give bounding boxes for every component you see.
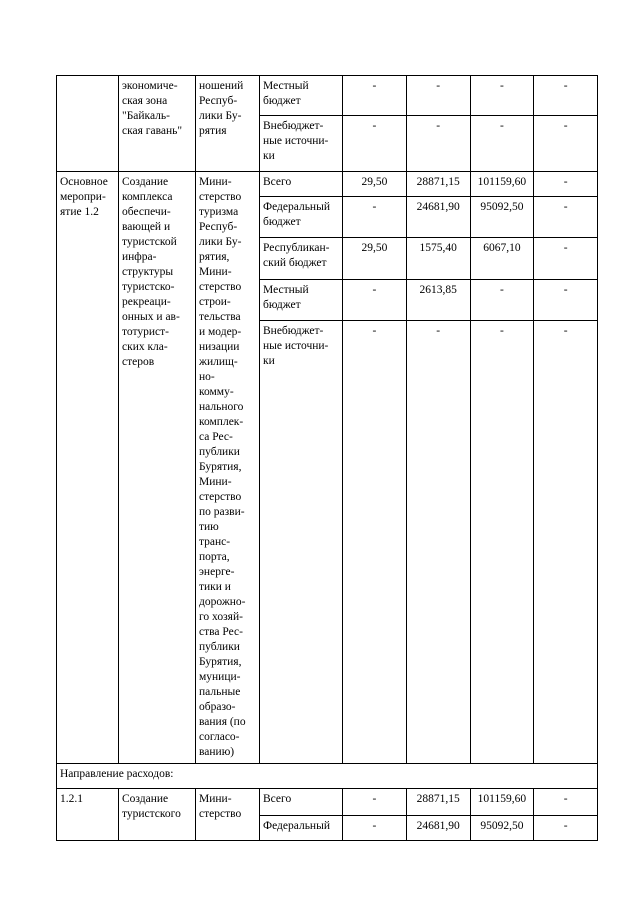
- cell-value: -: [406, 320, 470, 763]
- cell-source: Всего: [260, 789, 343, 816]
- cell-source: Республикан- ский бюджет: [260, 238, 343, 279]
- cell-executor: Мини- стерство: [196, 789, 260, 841]
- cell-source: Федеральный бюджет: [260, 197, 343, 238]
- cell-value: 6067,10: [470, 238, 534, 279]
- cell-source: Внебюджет- ные источни- ки: [260, 116, 343, 172]
- cell-source: Местный бюджет: [260, 279, 343, 320]
- cell-value: -: [534, 789, 598, 816]
- cell-executor: Мини- стерство туризма Респуб- лики Бу- рятия, Мини- стерство строи- тельства и модер- низации жилищ- но- комму- нального комплек- са Рес- публики Бурятия, Мини- стерство по разви- тию транс- порта, энерге- тики и дорожно- го хозяй- ства Рес- публики Бурятия, муници- пальные образо- вания (по согласо- ванию): [196, 172, 260, 764]
- cell-value: -: [534, 76, 598, 116]
- cell-value: -: [470, 76, 534, 116]
- cell-value: 28871,15: [406, 172, 470, 197]
- table-row: [57, 76, 598, 116]
- cell-source: Всего: [260, 172, 343, 197]
- cell-source: Местный бюджет: [260, 76, 343, 116]
- cell-value: 29,50: [343, 238, 407, 279]
- cell-value: -: [343, 320, 407, 763]
- cell-empty: [57, 76, 119, 172]
- cell-value: -: [406, 76, 470, 116]
- cell-value: -: [343, 197, 407, 238]
- cell-value: 28871,15: [406, 789, 470, 816]
- cell-activity-id: 1.2.1: [57, 789, 119, 841]
- cell-value: -: [534, 172, 598, 197]
- cell-value: 2613,85: [406, 279, 470, 320]
- table-row: [57, 764, 598, 789]
- cell-program-name: экономиче- ская зона "Байкаль- ская гавань": [119, 76, 196, 172]
- cell-value: -: [534, 320, 598, 763]
- cell-value: 101159,60: [470, 789, 534, 816]
- cell-activity-name: Создание туристского: [119, 789, 196, 841]
- cell-source: Внебюджет- ные источни- ки: [260, 320, 343, 763]
- cell-value: -: [343, 116, 407, 172]
- cell-activity-name: Создание комплекса обеспечи- вающей и туристской инфра- структуры туристско- рекреаци- онных и ав- тотурист- ских кла- стеров: [119, 172, 196, 764]
- cell-value: -: [406, 116, 470, 172]
- cell-value: -: [470, 116, 534, 172]
- table-row: [57, 789, 598, 816]
- cell-value: -: [534, 197, 598, 238]
- table-row: [57, 172, 598, 197]
- cell-value: 101159,60: [470, 172, 534, 197]
- cell-value: -: [343, 76, 407, 116]
- cell-value: 29,50: [343, 172, 407, 197]
- cell-value: -: [534, 816, 598, 841]
- cell-value: -: [343, 789, 407, 816]
- cell-value: -: [470, 320, 534, 763]
- cell-value: -: [534, 116, 598, 172]
- cell-value: 24681,90: [406, 816, 470, 841]
- cell-value: 24681,90: [406, 197, 470, 238]
- cell-value: -: [534, 238, 598, 279]
- budget-table: [56, 75, 598, 841]
- cell-activity-id: Основное меропри- ятие 1.2: [57, 172, 119, 764]
- direction-label: Направление расходов:: [57, 764, 598, 789]
- cell-value: 95092,50: [470, 197, 534, 238]
- cell-value: -: [534, 279, 598, 320]
- cell-executor: ношений Респуб- лики Бу- рятия: [196, 76, 260, 172]
- cell-value: -: [470, 279, 534, 320]
- cell-value: 95092,50: [470, 816, 534, 841]
- cell-source: Федеральный: [260, 816, 343, 841]
- cell-value: -: [343, 279, 407, 320]
- cell-value: 1575,40: [406, 238, 470, 279]
- cell-value: -: [343, 816, 407, 841]
